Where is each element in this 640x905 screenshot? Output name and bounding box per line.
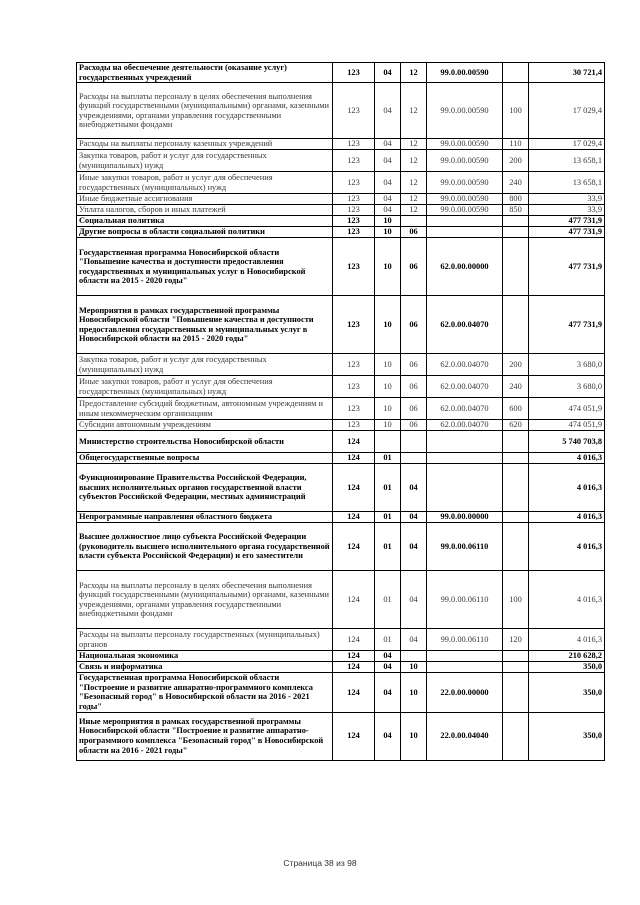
cell-name: Высшее должностное лицо субъекта Российской Федерации (руководитель высшего исполнительного органа государственной власти субъекта Российской Федерации) и его заместители [77, 523, 333, 571]
table-row [77, 150, 605, 172]
cell-vr [503, 63, 529, 83]
cell-csr [427, 453, 503, 464]
cell-rz: 01 [375, 571, 401, 629]
cell-vr: 850 [503, 205, 529, 216]
cell-ved: 123 [333, 194, 375, 205]
cell-sum: 3 680,0 [529, 354, 605, 376]
cell-pr: 12 [401, 83, 427, 139]
cell-pr [401, 651, 427, 662]
table-row [77, 63, 605, 83]
cell-name: Социальная политика [77, 216, 333, 227]
cell-sum: 4 016,3 [529, 571, 605, 629]
cell-name: Министерство строительства Новосибирской области [77, 431, 333, 453]
cell-pr: 06 [401, 238, 427, 296]
cell-csr: 99.0.00.00590 [427, 83, 503, 139]
cell-rz: 04 [375, 172, 401, 194]
cell-ved: 123 [333, 354, 375, 376]
table-row [77, 296, 605, 354]
cell-ved: 124 [333, 453, 375, 464]
cell-rz: 01 [375, 453, 401, 464]
cell-name: Иные бюджетные ассигнования [77, 194, 333, 205]
cell-name: Непрограммные направления областного бюджета [77, 512, 333, 523]
cell-pr: 04 [401, 629, 427, 651]
table-row [77, 216, 605, 227]
table-row [77, 172, 605, 194]
cell-sum: 5 740 703,8 [529, 431, 605, 453]
cell-rz: 04 [375, 712, 401, 760]
cell-csr: 99.0.00.00000 [427, 512, 503, 523]
cell-name: Расходы на обеспечение деятельности (оказание услуг) государственных учреждений [77, 63, 333, 83]
cell-csr: 99.0.00.06110 [427, 571, 503, 629]
cell-csr [427, 651, 503, 662]
cell-csr [427, 464, 503, 512]
cell-vr [503, 651, 529, 662]
cell-ved: 124 [333, 673, 375, 712]
cell-vr [503, 296, 529, 354]
cell-sum: 350,0 [529, 712, 605, 760]
cell-csr [427, 216, 503, 227]
cell-ved: 123 [333, 238, 375, 296]
cell-vr [503, 662, 529, 673]
cell-pr: 06 [401, 398, 427, 420]
cell-vr: 200 [503, 354, 529, 376]
cell-pr: 12 [401, 150, 427, 172]
cell-csr: 62.0.00.04070 [427, 398, 503, 420]
cell-csr: 99.0.00.06110 [427, 629, 503, 651]
cell-name: Расходы на выплаты персоналу казенных учреждений [77, 139, 333, 150]
cell-pr: 04 [401, 523, 427, 571]
cell-sum: 33,9 [529, 205, 605, 216]
cell-csr: 99.0.00.00590 [427, 205, 503, 216]
budget-table [76, 62, 605, 761]
cell-name: Субсидии автономным учреждениям [77, 420, 333, 431]
cell-ved: 124 [333, 629, 375, 651]
cell-rz: 04 [375, 194, 401, 205]
cell-csr: 62.0.00.04070 [427, 354, 503, 376]
cell-sum: 350,0 [529, 662, 605, 673]
cell-name: Закупка товаров, работ и услуг для государственных (муниципальных) нужд [77, 150, 333, 172]
cell-vr [503, 673, 529, 712]
cell-pr: 10 [401, 673, 427, 712]
cell-pr: 06 [401, 227, 427, 238]
cell-vr: 620 [503, 420, 529, 431]
cell-sum: 4 016,3 [529, 453, 605, 464]
cell-name: Мероприятия в рамках государственной программы Новосибирской области "Повышение качества и доступности предоставления государственных и муниципальных услуг в Новосибирской области на 2015 - 2020 годы" [77, 296, 333, 354]
cell-name: Государственная программа Новосибирской области "Построение и развитие аппаратно-программного комплекса "Безопасный город" в Новосибирской области на 2016 - 2021 годы" [77, 673, 333, 712]
cell-name: Предоставление субсидий бюджетным, автономным учреждениям и иным некоммерческим организациям [77, 398, 333, 420]
cell-sum: 477 731,9 [529, 216, 605, 227]
cell-name: Национальная экономика [77, 651, 333, 662]
cell-rz: 10 [375, 227, 401, 238]
cell-pr: 06 [401, 296, 427, 354]
table-row [77, 662, 605, 673]
cell-sum: 13 658,1 [529, 172, 605, 194]
table-row [77, 571, 605, 629]
table-row [77, 227, 605, 238]
cell-name: Расходы на выплаты персоналу в целях обеспечения выполнения функций государственными (муниципальными) органами, казенными учреждениями, органами управления государственными внебюджетными фондами [77, 571, 333, 629]
cell-csr: 22.0.00.04040 [427, 712, 503, 760]
table-row [77, 83, 605, 139]
cell-ved: 124 [333, 523, 375, 571]
cell-ved: 123 [333, 398, 375, 420]
cell-ved: 124 [333, 651, 375, 662]
table-row [77, 512, 605, 523]
cell-sum: 474 051,9 [529, 420, 605, 431]
cell-rz: 10 [375, 296, 401, 354]
cell-sum: 4 016,3 [529, 464, 605, 512]
cell-csr: 99.0.00.00590 [427, 150, 503, 172]
cell-ved: 123 [333, 205, 375, 216]
cell-pr: 10 [401, 712, 427, 760]
cell-pr: 06 [401, 376, 427, 398]
cell-vr [503, 238, 529, 296]
cell-rz: 01 [375, 523, 401, 571]
cell-csr: 62.0.00.04070 [427, 420, 503, 431]
table-row [77, 673, 605, 712]
cell-vr: 100 [503, 83, 529, 139]
cell-rz: 04 [375, 63, 401, 83]
table-row [77, 194, 605, 205]
cell-pr: 12 [401, 205, 427, 216]
cell-rz: 04 [375, 662, 401, 673]
cell-rz: 10 [375, 398, 401, 420]
cell-ved: 123 [333, 139, 375, 150]
cell-vr: 100 [503, 571, 529, 629]
cell-csr [427, 227, 503, 238]
table-row [77, 205, 605, 216]
cell-rz: 04 [375, 150, 401, 172]
cell-sum: 17 029,4 [529, 83, 605, 139]
cell-vr [503, 216, 529, 227]
cell-vr: 240 [503, 376, 529, 398]
cell-pr: 12 [401, 139, 427, 150]
page-footer: Страница 38 из 98 [283, 858, 357, 868]
cell-csr: 99.0.00.00590 [427, 194, 503, 205]
cell-rz: 10 [375, 238, 401, 296]
table-row [77, 712, 605, 760]
cell-name: Иные закупки товаров, работ и услуг для обеспечения государственных (муниципальных) нужд [77, 172, 333, 194]
cell-ved: 123 [333, 296, 375, 354]
cell-ved: 123 [333, 83, 375, 139]
cell-sum: 4 016,3 [529, 523, 605, 571]
cell-pr: 12 [401, 172, 427, 194]
cell-ved: 123 [333, 63, 375, 83]
cell-name: Закупка товаров, работ и услуг для государственных (муниципальных) нужд [77, 354, 333, 376]
table-row [77, 523, 605, 571]
cell-ved: 123 [333, 420, 375, 431]
cell-vr [503, 512, 529, 523]
cell-ved: 123 [333, 150, 375, 172]
cell-vr: 110 [503, 139, 529, 150]
cell-sum: 477 731,9 [529, 238, 605, 296]
cell-ved: 124 [333, 662, 375, 673]
cell-name: Расходы на выплаты персоналу государственных (муниципальных) органов [77, 629, 333, 651]
table-row [77, 398, 605, 420]
cell-pr: 10 [401, 662, 427, 673]
cell-sum: 30 721,4 [529, 63, 605, 83]
table-row [77, 453, 605, 464]
cell-csr [427, 662, 503, 673]
table-row [77, 629, 605, 651]
cell-csr: 62.0.00.04070 [427, 296, 503, 354]
cell-pr: 04 [401, 464, 427, 512]
cell-csr: 62.0.00.04070 [427, 376, 503, 398]
cell-sum: 17 029,4 [529, 139, 605, 150]
cell-pr: 06 [401, 354, 427, 376]
cell-ved: 124 [333, 512, 375, 523]
cell-pr: 04 [401, 512, 427, 523]
cell-ved: 123 [333, 172, 375, 194]
cell-vr: 200 [503, 150, 529, 172]
cell-pr [401, 216, 427, 227]
cell-rz: 01 [375, 464, 401, 512]
cell-pr: 04 [401, 571, 427, 629]
cell-vr: 600 [503, 398, 529, 420]
cell-vr: 240 [503, 172, 529, 194]
cell-name: Функционирование Правительства Российской Федерации, высших исполнительных органов государственной власти субъектов Российской Федерации, местных администраций [77, 464, 333, 512]
table-row [77, 464, 605, 512]
cell-vr: 800 [503, 194, 529, 205]
cell-vr [503, 453, 529, 464]
cell-name: Расходы на выплаты персоналу в целях обеспечения выполнения функций государственными (муниципальными) органами, казенными учреждениями, органами управления государственными внебюджетными фондами [77, 83, 333, 139]
cell-name: Общегосударственные вопросы [77, 453, 333, 464]
cell-sum: 4 016,3 [529, 512, 605, 523]
cell-rz: 10 [375, 376, 401, 398]
cell-rz [375, 431, 401, 453]
cell-csr: 99.0.00.00590 [427, 172, 503, 194]
cell-ved: 124 [333, 431, 375, 453]
cell-sum: 33,9 [529, 194, 605, 205]
cell-pr: 12 [401, 194, 427, 205]
cell-rz: 01 [375, 629, 401, 651]
cell-vr: 120 [503, 629, 529, 651]
cell-sum: 3 680,0 [529, 376, 605, 398]
table-row [77, 139, 605, 150]
table-row [77, 376, 605, 398]
cell-sum: 350,0 [529, 673, 605, 712]
cell-name: Государственная программа Новосибирской области "Повышение качества и доступности предоставления государственных и муниципальных услуг в Новосибирской области на 2015 - 2020 годы" [77, 238, 333, 296]
cell-rz: 01 [375, 512, 401, 523]
cell-name: Иные закупки товаров, работ и услуг для обеспечения государственных (муниципальных) нужд [77, 376, 333, 398]
cell-ved: 123 [333, 216, 375, 227]
cell-csr: 99.0.00.06110 [427, 523, 503, 571]
cell-rz: 04 [375, 139, 401, 150]
cell-pr: 06 [401, 420, 427, 431]
cell-vr [503, 523, 529, 571]
cell-sum: 477 731,9 [529, 296, 605, 354]
table-row [77, 420, 605, 431]
cell-name: Связь и информатика [77, 662, 333, 673]
cell-ved: 124 [333, 712, 375, 760]
cell-ved: 124 [333, 464, 375, 512]
table-row [77, 354, 605, 376]
cell-csr: 22.0.00.00000 [427, 673, 503, 712]
cell-pr: 12 [401, 63, 427, 83]
cell-rz: 04 [375, 83, 401, 139]
cell-rz: 04 [375, 205, 401, 216]
table-row [77, 651, 605, 662]
cell-vr [503, 227, 529, 238]
cell-ved: 123 [333, 376, 375, 398]
cell-csr: 99.0.00.00590 [427, 139, 503, 150]
cell-rz: 10 [375, 216, 401, 227]
cell-ved: 123 [333, 227, 375, 238]
cell-ved: 124 [333, 571, 375, 629]
cell-vr [503, 431, 529, 453]
cell-rz: 10 [375, 354, 401, 376]
cell-vr [503, 464, 529, 512]
cell-csr [427, 431, 503, 453]
table-row [77, 431, 605, 453]
cell-csr: 62.0.00.00000 [427, 238, 503, 296]
cell-name: Другие вопросы в области социальной политики [77, 227, 333, 238]
cell-rz: 10 [375, 420, 401, 431]
cell-name: Иные мероприятия в рамках государственной программы Новосибирской области "Построение и развитие аппаратно-программного комплекса "Безопасный город" в Новосибирской области на 2016 - 2021 годы" [77, 712, 333, 760]
cell-name: Уплата налогов, сборов и иных платежей [77, 205, 333, 216]
cell-sum: 4 016,3 [529, 629, 605, 651]
cell-sum: 477 731,9 [529, 227, 605, 238]
cell-rz: 04 [375, 651, 401, 662]
cell-pr [401, 453, 427, 464]
cell-sum: 13 658,1 [529, 150, 605, 172]
table-row [77, 238, 605, 296]
cell-pr [401, 431, 427, 453]
cell-sum: 210 628,2 [529, 651, 605, 662]
cell-rz: 04 [375, 673, 401, 712]
cell-vr [503, 712, 529, 760]
budget-table-body [77, 63, 605, 761]
cell-sum: 474 051,9 [529, 398, 605, 420]
cell-csr: 99.0.00.00590 [427, 63, 503, 83]
